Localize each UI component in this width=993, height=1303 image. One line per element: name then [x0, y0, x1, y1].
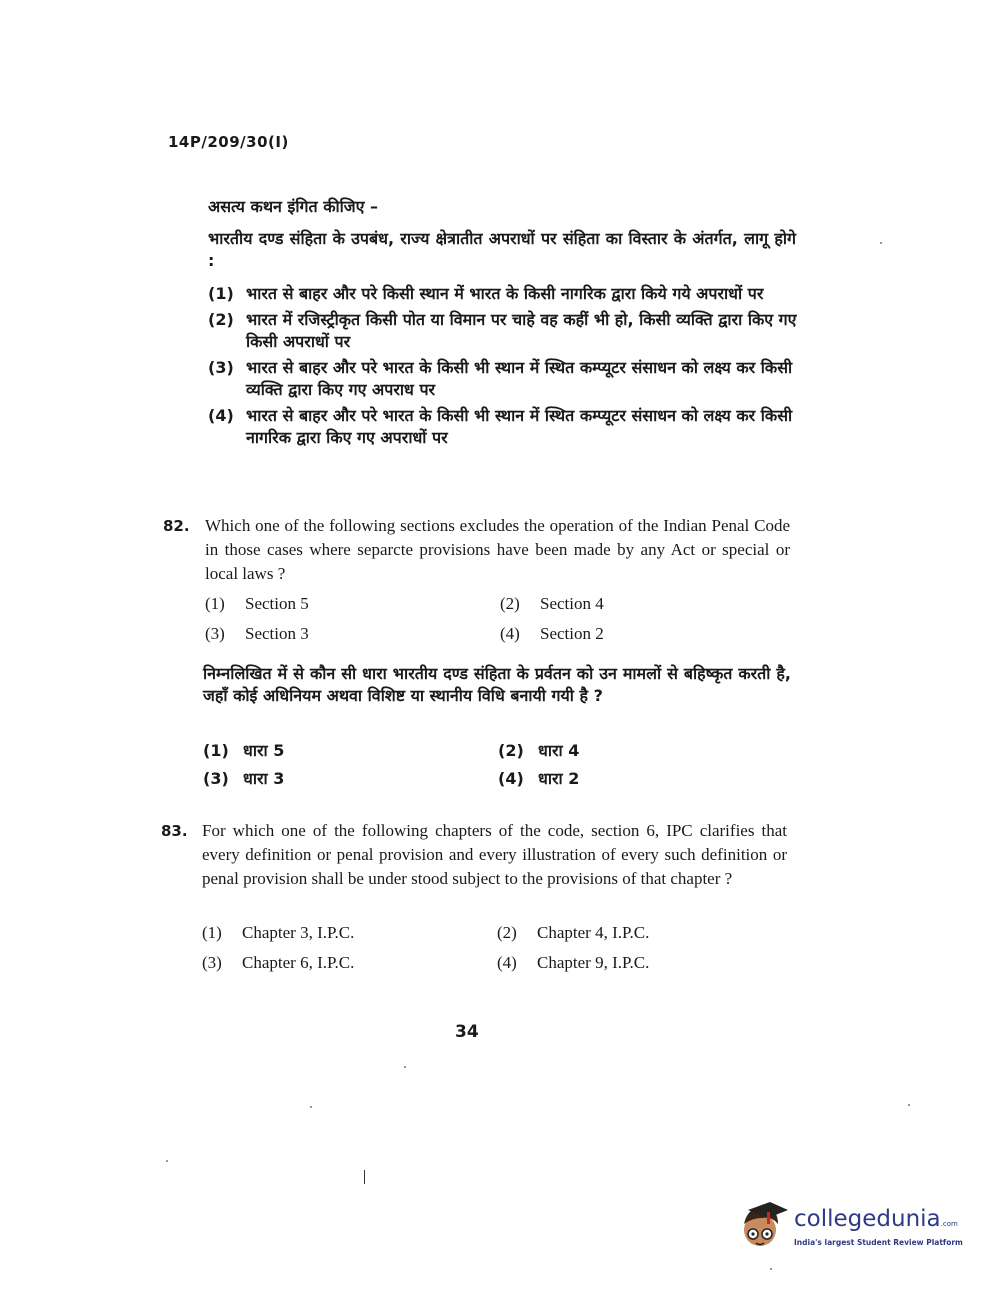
q82-option-4 — [500, 622, 795, 646]
option-text: धारा 5 — [243, 741, 285, 760]
option-number: (2) — [497, 923, 517, 942]
option-number: (1) — [208, 284, 234, 303]
option-number: (2) — [498, 741, 524, 760]
option-text: Section 4 — [540, 594, 604, 613]
option-number: (3) — [205, 624, 225, 643]
q82-hindi-option-1 — [203, 740, 498, 762]
q82-text: Which one of the following sections excludes the operation of the Indian Penal Code in those cases where separcte provisions have been made by any Act or special or local laws ? — [205, 516, 790, 583]
option-number: (2) — [500, 594, 520, 613]
scan-mark — [364, 1170, 365, 1184]
scan-speck — [166, 1160, 168, 1162]
q82-hindi-option-2 — [498, 740, 793, 762]
watermark-tagline: India's largest Student Review Platform — [794, 1238, 963, 1247]
q81-hindi-stem: भारतीय दण्ड संहिता के उपबंध, राज्य क्षेत्रातीत अपराधों पर संहिता का विस्तार के अंतर्गत, लागू होगे : — [208, 229, 796, 270]
option-text: Chapter 6, I.P.C. — [242, 953, 355, 972]
option-text: Section 2 — [540, 624, 604, 643]
option-number: (3) — [202, 953, 222, 972]
q82-number: 82. — [163, 517, 190, 535]
option-number: (3) — [208, 358, 234, 377]
page-number: 34 — [455, 1022, 479, 1042]
q82-hindi-text: निम्नलिखित में से कौन सी धारा भारतीय दण्ड संहिता के प्रर्वतन को उन मामलों से बहिष्कृत करती है, जहाँ कोई अधिनियम अथवा विशिष्ट या स्थानीय विधि बनायी गयी है ? — [203, 664, 791, 705]
option-number: (2) — [208, 310, 234, 329]
scan-speck — [404, 1066, 406, 1068]
brand-name: collegedunia — [794, 1206, 941, 1232]
option-text: धारा 3 — [243, 769, 285, 788]
option-text: धारा 2 — [538, 769, 580, 788]
q81-option-2 — [208, 309, 798, 353]
option-number: (4) — [208, 406, 234, 425]
q81-hindi-prompt: असत्य कथन इंगित कीजिए – — [208, 197, 379, 216]
q82-option-1 — [205, 592, 500, 616]
q82-option-3 — [205, 622, 500, 646]
option-text: भारत में रजिस्ट्रीकृत किसी पोत या विमान पर चाहे वह कहीं भी हो, किसी व्यक्ति द्वारा किए गए किसी अपराधों पर — [246, 310, 797, 351]
watermark-brand — [794, 1206, 958, 1232]
paper-code: 14P/209/30(I) — [168, 133, 289, 151]
option-number: (4) — [497, 953, 517, 972]
option-number: (1) — [205, 594, 225, 613]
q83-option-3 — [202, 951, 497, 975]
brand-suffix: .com — [940, 1220, 958, 1228]
option-number: (4) — [498, 769, 524, 788]
q82-hindi-option-3 — [203, 768, 498, 790]
q82-hindi-option-4 — [498, 768, 793, 790]
q82-option-2 — [500, 592, 795, 616]
q83-option-4 — [497, 951, 792, 975]
scan-speck — [908, 1104, 910, 1106]
q81-hindi-options — [208, 283, 798, 453]
q81-option-4 — [208, 405, 798, 449]
option-text: भारत से बाहर और परे भारत के किसी भी स्थान में स्थित कम्प्यूटर संसाधन को लक्ष्य कर किसी व्यक्ति द्वारा किए गए अपराध पर — [246, 358, 793, 399]
option-text: भारत से बाहर और परे भारत के किसी भी स्थान में स्थित कम्प्यूटर संसाधन को लक्ष्य कर किसी नागरिक द्वारा किए गए अपराधों पर — [246, 406, 793, 447]
option-text: धारा 4 — [538, 741, 580, 760]
q83-option-1 — [202, 921, 497, 945]
scan-speck — [770, 1268, 772, 1270]
q81-option-1 — [208, 283, 798, 305]
scan-speck — [310, 1106, 312, 1108]
q83-option-2 — [497, 921, 792, 945]
scan-speck — [880, 242, 882, 244]
q82-options — [205, 592, 795, 646]
option-number: (1) — [203, 741, 229, 760]
q83-options — [202, 921, 792, 975]
option-text: Section 3 — [245, 624, 309, 643]
mascot-icon — [738, 1198, 792, 1256]
q81-option-3 — [208, 357, 798, 401]
option-text: Chapter 9, I.P.C. — [537, 953, 650, 972]
q82-hindi-options — [203, 740, 793, 790]
option-text: Section 5 — [245, 594, 309, 613]
q83-text: For which one of the following chapters of the code, section 6, IPC clarifies that every definition or penal provision and every illustration of every such definition or penal provision shall be under stood subject to the provisions of that chapter ? — [202, 821, 787, 888]
collegedunia-watermark — [738, 1198, 963, 1258]
option-number: (1) — [202, 923, 222, 942]
option-number: (4) — [500, 624, 520, 643]
option-text: Chapter 3, I.P.C. — [242, 923, 355, 942]
option-text: Chapter 4, I.P.C. — [537, 923, 650, 942]
q83-number: 83. — [161, 822, 188, 840]
option-text: भारत से बाहर और परे किसी स्थान में भारत के किसी नागरिक द्वारा किये गये अपराधों पर — [246, 284, 764, 303]
option-number: (3) — [203, 769, 229, 788]
